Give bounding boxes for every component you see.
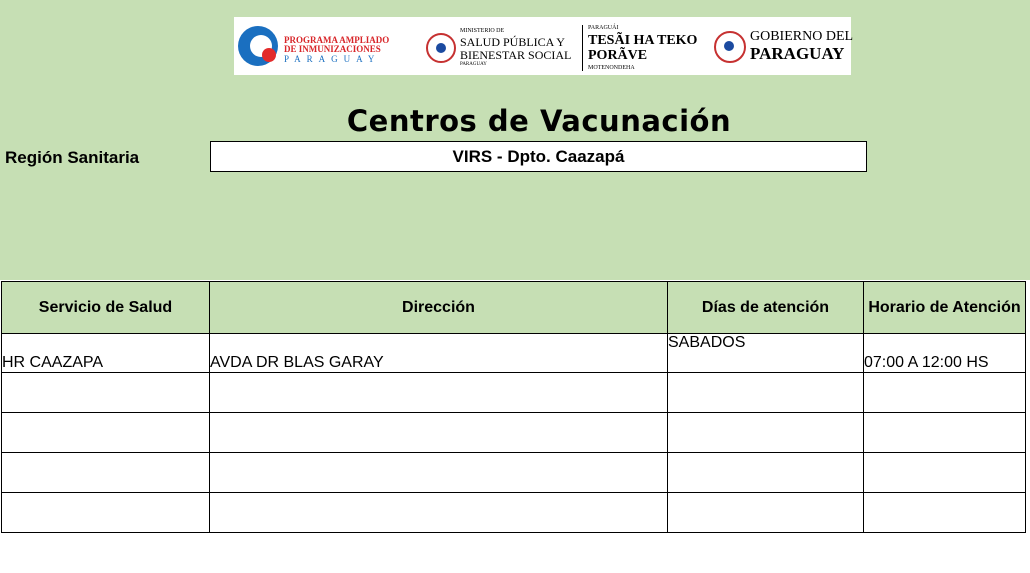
table-row [2,453,1026,493]
region-label: Región Sanitaria [5,148,140,167]
page-title: Centros de Vacunación [346,104,732,138]
region-value-cell[interactable]: VIRS - Dpto. Caazapá [210,141,867,172]
tesai-logo-line3: PORÃVE [588,48,648,63]
pai-logo-line3: PARAGUAY [284,54,381,64]
tesai-logo [588,17,698,75]
header-dias: Días de atención [668,282,864,334]
table-cell[interactable] [2,373,210,413]
ministry-logo [424,17,574,75]
table-cell[interactable] [210,453,668,493]
table-header-row [2,282,1026,334]
tesai-logo-line4: MOTENONDEHA [588,65,635,71]
ministry-seal-icon [426,33,456,63]
ministry-logo-line1: MINISTERIO DE [460,28,505,34]
tesai-logo-line2: TESÃI HA TEKO [588,33,698,48]
table-cell[interactable] [210,413,668,453]
government-logo [712,17,854,75]
tesai-logo-line1: PARAGUÁI [588,25,619,31]
logo-banner [234,17,854,75]
government-logo-line1: GOBIERNO DEL [750,29,854,44]
table-cell[interactable] [210,493,668,533]
header-direccion: Dirección [210,282,668,334]
table-cell[interactable] [668,413,864,453]
table-cell[interactable] [210,373,668,413]
table-cell[interactable] [668,493,864,533]
table-cell[interactable]: HR CAAZAPA [2,334,210,373]
pai-logo-line2: DE INMUNIZACIONES [284,44,381,54]
table-cell[interactable] [668,453,864,493]
ministry-logo-line2: SALUD PÚBLICA Y [460,35,565,49]
pai-logo [234,17,404,75]
pai-emblem-icon [238,26,278,66]
table-row [2,334,1026,373]
vaccination-centers-table [1,281,1026,533]
ministry-logo-line3: BIENESTAR SOCIAL [460,48,572,62]
table-cell[interactable] [864,373,1026,413]
table-row [2,373,1026,413]
government-seal-icon [714,31,746,63]
table-cell[interactable] [2,493,210,533]
table-cell[interactable]: 07:00 A 12:00 HS [864,334,1026,373]
table-cell[interactable] [864,413,1026,453]
table-cell[interactable] [2,453,210,493]
logo-divider [582,25,583,71]
government-logo-line2: PARAGUAY [750,44,845,63]
table-cell[interactable] [864,453,1026,493]
ministry-logo-line4: PARAGUAY [460,62,487,67]
pai-logo-line1: PROGRAMA AMPLIADO [284,35,390,45]
table-cell[interactable] [2,413,210,453]
table-cell[interactable] [668,373,864,413]
table-row [2,493,1026,533]
table-cell[interactable] [864,493,1026,533]
table-row [2,413,1026,453]
table-cell[interactable]: SABADOS [668,334,864,373]
header-horario: Horario de Atención [864,282,1026,334]
header-servicio: Servicio de Salud [2,282,210,334]
table-cell[interactable]: AVDA DR BLAS GARAY [210,334,668,373]
